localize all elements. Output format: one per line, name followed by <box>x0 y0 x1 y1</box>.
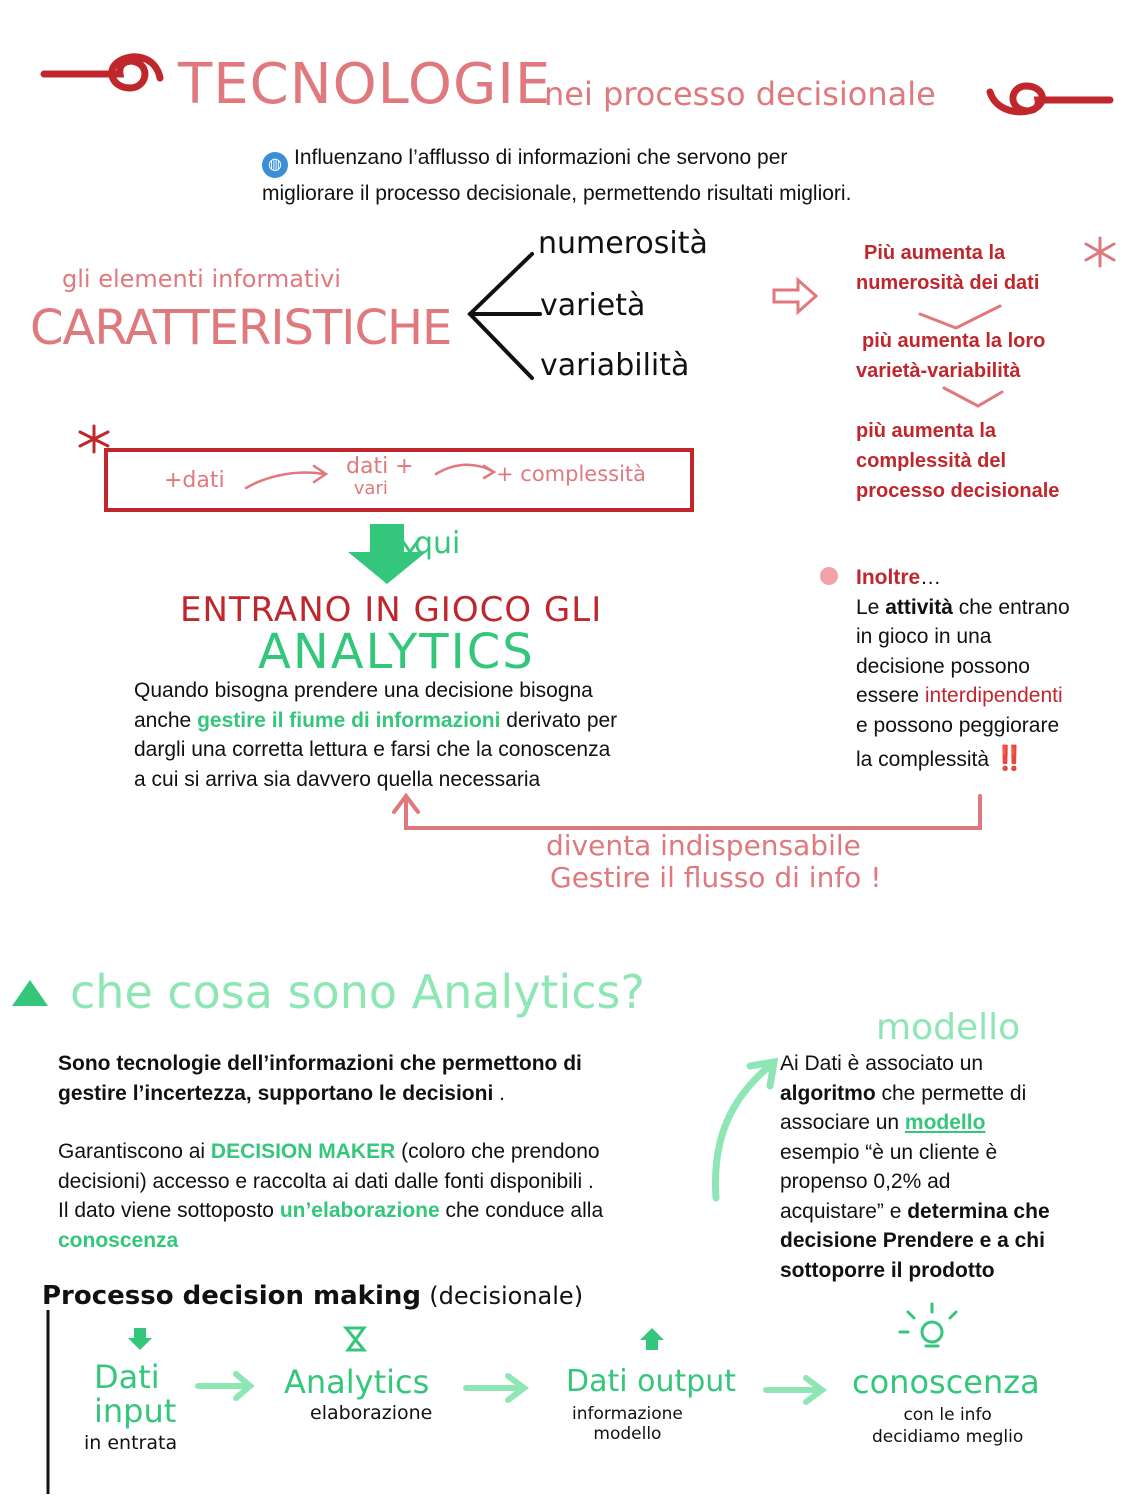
analytics-heading-line2: ANALYTICS <box>258 624 535 680</box>
indispensable-note: diventa indispensabile Gestire il flusso di info ! <box>546 829 882 894</box>
guarantee-text: Garantiscono ai DECISION MAKER (coloro che prendono decisioni) accesso e raccolta ai dati dalle fonti disponibili . Il dato viene sottoposto un’elaborazione che conduce alla conoscenza <box>58 1140 604 1252</box>
model-label: modello <box>876 1007 1021 1048</box>
process-step-sub: con le info decidiamo meglio <box>872 1405 1024 1447</box>
globe-icon: ◍ <box>262 152 288 178</box>
double-exclamation-icon: ‼️ <box>994 745 1025 772</box>
flow-item: dati + vari <box>346 454 414 499</box>
characteristic-item: varietà <box>540 288 646 323</box>
asterisk-icon <box>1086 238 1114 266</box>
process-step: Analytics <box>284 1363 430 1401</box>
inoltre-block: Inoltre… Le attività che entrano in gioco in una decisione possono essere interdipendenti e possono peggiorare la complessità ‼️ <box>856 566 1070 772</box>
hourglass-icon <box>346 1328 364 1350</box>
process-arrow-icon <box>198 1374 250 1398</box>
process-step: Dati output <box>566 1364 737 1399</box>
page-title-rest: nei processo decisionale <box>544 75 936 113</box>
consequence-step: Più aumenta la numerosità dei dati <box>856 242 1040 294</box>
characteristics-heading: CARATTERISTICHE <box>30 300 452 356</box>
characteristic-item: variabilità <box>540 348 690 383</box>
process-step: conoscenza <box>852 1363 1040 1401</box>
characteristics-subtitle: gli elementi informativi <box>62 265 341 293</box>
arrow-icon <box>436 465 494 478</box>
flow-item: + complessità <box>496 462 647 486</box>
arrow-icon <box>246 466 326 488</box>
analytics-heading-line1: ENTRANO IN GIOCO GLI <box>180 590 603 630</box>
process-step-sub: elaborazione <box>310 1402 433 1424</box>
qui-label: qui <box>414 526 461 561</box>
down-arrow-icon <box>128 1328 152 1350</box>
section-heading: che cosa sono Analytics? <box>70 965 645 1019</box>
swirl-left-decoration <box>44 57 160 88</box>
model-text: Ai Dati è associato un algoritmo che permette di associare un modello esempio “è un cliente è propenso 0,2% ad acquistare” e determina che decisione Prendere e a chi sottoporre il prodotto <box>780 1052 1050 1282</box>
process-step: Dati input <box>94 1358 177 1430</box>
flow-item: +dati <box>164 468 225 493</box>
characteristics-bracket <box>470 254 540 378</box>
intro-text: ◍ Influenzano l’afflusso di informazioni che servono per migliorare il processo decisionale, permettendo risultati migliori. <box>262 146 852 205</box>
analytics-paragraph: Quando bisogna prendere una decisione bisogna anche gestire il fiume di informazioni derivato per dargli una corretta lettura e farsi che la conoscenza a cui si arriva sia davvero quella necessaria <box>134 679 618 791</box>
process-title: Processo decision making (decisionale) <box>42 1281 584 1311</box>
process-arrow-icon <box>766 1378 822 1402</box>
consequence-step: più aumenta la complessità del processo decisionale <box>856 420 1060 502</box>
hollow-arrow-icon <box>774 280 816 312</box>
consequence-step: più aumenta la loro varietà-variabilità <box>856 330 1046 382</box>
bullet-dot <box>820 567 838 585</box>
triangle-icon <box>12 980 48 1006</box>
process-step-sub: in entrata <box>84 1432 178 1454</box>
title-main: TECNOLOGIE <box>178 52 552 117</box>
process-arrow-icon <box>466 1376 524 1400</box>
process-step-sub: informazione modello <box>572 1404 683 1444</box>
feedback-arrow <box>394 796 980 828</box>
characteristic-item: numerosità <box>538 226 708 261</box>
asterisk-icon <box>80 426 108 452</box>
swirl-right-decoration <box>990 86 1110 112</box>
lightbulb-icon <box>900 1304 956 1346</box>
up-arrow-icon <box>640 1328 664 1350</box>
definition-text: Sono tecnologie dell’informazioni che permettono di gestire l’incertezza, supportano le decisioni . <box>58 1052 582 1105</box>
page-title <box>178 50 551 120</box>
